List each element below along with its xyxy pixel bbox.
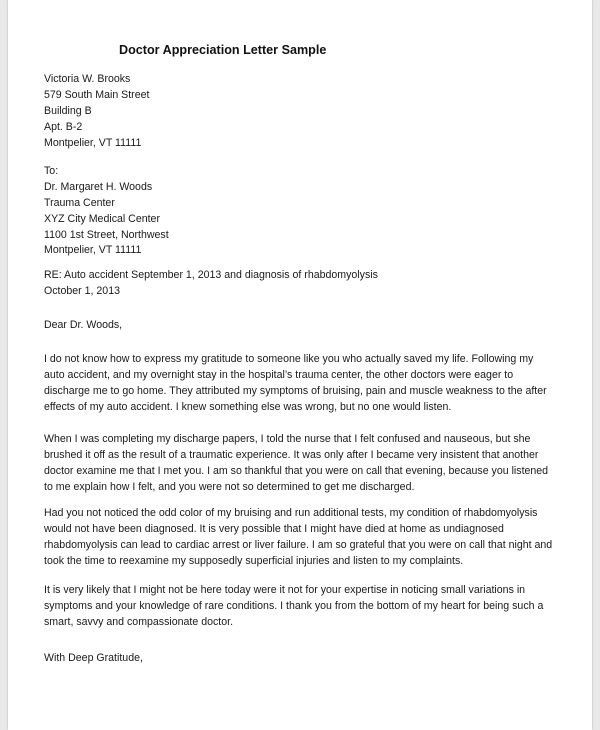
- closing: With Deep Gratitude,: [44, 652, 143, 664]
- salutation-block: [44, 318, 122, 334]
- closing-block: [44, 651, 143, 667]
- sender-apt: Apt. B-2: [44, 120, 83, 133]
- sender-city: Montpelier, VT 11111: [44, 136, 142, 149]
- to-label: To:: [44, 165, 59, 177]
- recipient-address: [44, 164, 169, 259]
- paragraph-line: rhabdomyolysis can lead to cardiac arrest or liver failure. I am so grateful that you were on call that night and: [44, 538, 553, 551]
- letter-date: October 1, 2013: [44, 284, 120, 297]
- sender-address: [44, 72, 149, 151]
- paragraph-1: [44, 352, 547, 416]
- salutation: Dear Dr. Woods,: [44, 319, 123, 331]
- reference-block: [44, 268, 378, 300]
- recipient-city: Montpelier, VT 11111: [44, 244, 142, 257]
- sender-building: Building B: [44, 104, 92, 117]
- re-line: RE: Auto accident September 1, 2013 and diagnosis of rhabdomyolysis: [44, 269, 378, 281]
- paragraph-line: smart, savvy and compassionate doctor.: [44, 615, 234, 628]
- paragraph-2: [44, 432, 548, 496]
- sender-street: 579 South Main Street: [44, 88, 150, 101]
- recipient-organization: XYZ City Medical Center: [44, 212, 160, 225]
- document-title: Doctor Appreciation Letter Sample: [119, 43, 327, 57]
- paragraph-line: Had you not noticed the odd color of my bruising and run additional tests, my condition of rhabdomyolysis: [44, 507, 538, 519]
- recipient-street: 1100 1st Street, Northwest: [44, 228, 169, 241]
- paragraph-line: It is very likely that I might not be here today were it not for your expertise in noticing small variations in: [44, 584, 526, 596]
- paragraph-line: would not have been diagnosed. It is very possible that I might have died at home as undiagnosed: [44, 522, 504, 535]
- paragraph-line: symptoms and your knowledge of rare conditions. I thank you from the bottom of my heart for being such a: [44, 599, 544, 612]
- sender-name: Victoria W. Brooks: [44, 73, 131, 85]
- paragraph-line: doctor examine me that I met you. I am so thankful that you were on call that evening, because you listened: [44, 464, 549, 477]
- paragraph-line: took the time to reexamine my supposedly superficial injuries and listen to my complaints.: [44, 554, 464, 567]
- paragraph-line: discharge me to go home. They attributed my symptoms of bruising, pain and muscle weakness to the after: [44, 384, 547, 397]
- recipient-department: Trauma Center: [44, 196, 115, 209]
- paragraph-line: I do not know how to express my gratitude to someone like you who actually saved my life. Following my: [44, 353, 534, 365]
- paragraph-line: to me explain how I felt, and you were not so determined to get me discharged.: [44, 480, 415, 493]
- letter-page: [8, 0, 592, 730]
- recipient-name: Dr. Margaret H. Woods: [44, 180, 153, 193]
- paragraph-line: When I was completing my discharge papers, I told the nurse that I felt confused and nauseous, but she: [44, 433, 531, 445]
- paragraph-line: brushed it off as the result of a traumatic experience. It was only after I became very insistent that another: [44, 448, 539, 461]
- paragraph-line: auto accident, and my overnight stay in the hospital’s trauma center, the other doctors were eager to: [44, 368, 514, 381]
- paragraph-line: effects of my auto accident. I knew something else was wrong, but no one would listen.: [44, 400, 452, 413]
- paragraph-3: [44, 506, 552, 570]
- paragraph-4: [44, 583, 543, 631]
